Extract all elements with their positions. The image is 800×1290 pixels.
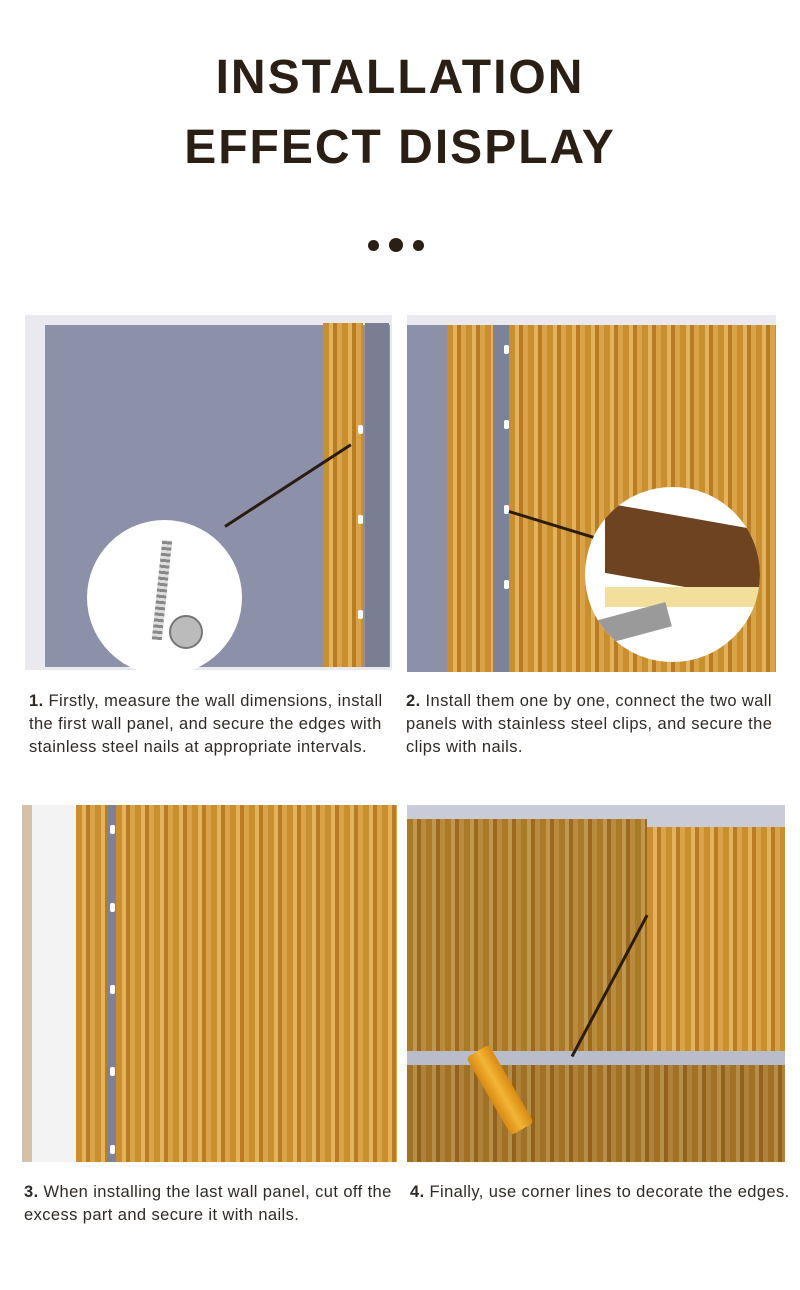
decorative-dots (368, 238, 424, 252)
step4-caption: 4. Finally, use corner lines to decorate the edges. (410, 1183, 790, 1201)
page-title-line1: INSTALLATION (215, 51, 585, 104)
step4-image (407, 805, 785, 1162)
screw-icon (87, 520, 242, 670)
step1-caption: 1. Firstly, measure the wall dimensions, install the first wall panel, and secure the edges with stainless steel nails at appropriate intervals. (29, 692, 383, 756)
page-title-line2: EFFECT DISPLAY (184, 121, 616, 174)
step3-image (22, 805, 397, 1162)
step2-image (407, 315, 776, 672)
step3-caption: 3. When installing the last wall panel, cut off the excess part and secure it with nails. (24, 1183, 392, 1224)
step2-caption: 2. Install them one by one, connect the two wall panels with stainless steel clips, and secure the clips with nails. (406, 692, 773, 756)
step1-image (25, 315, 392, 670)
clip-detail-icon (585, 487, 760, 662)
